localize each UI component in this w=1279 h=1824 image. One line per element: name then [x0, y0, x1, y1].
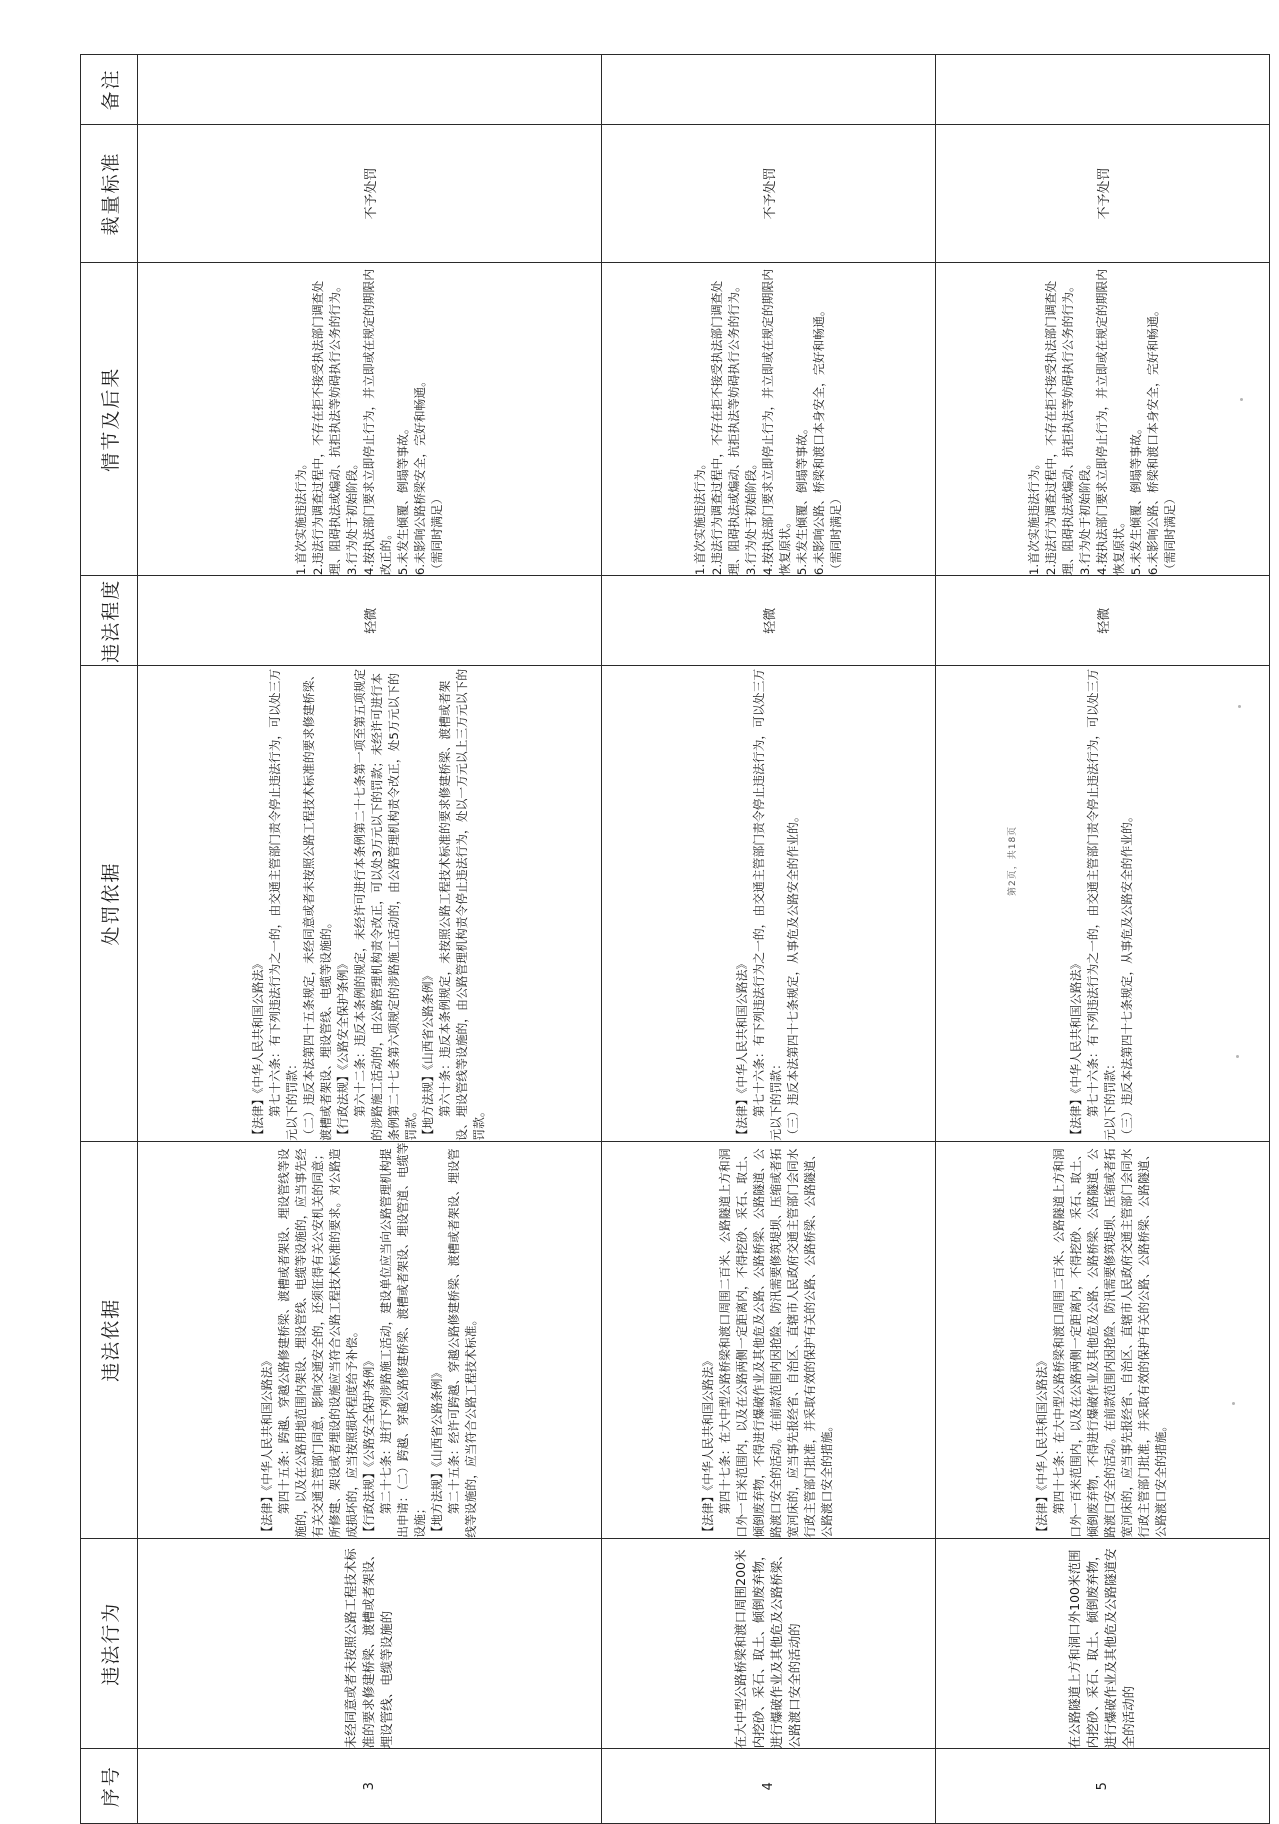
rotated-page	[80, 54, 1270, 1824]
plot-item: 3.行为处于初始阶段。	[1077, 457, 1092, 576]
plot-item: 1.首次实施违法行为。	[293, 457, 308, 576]
plot-note: （需同时满足）	[429, 492, 444, 576]
penalty-basis	[601, 666, 935, 1141]
penalty-law-item: （三）违反本法第四十七条规定，从事危及公路安全的作业的。	[786, 810, 801, 1141]
basis-law-text: 第四十七条：在大中型公路桥梁和渡口周围二百米、公路隧道上方和洞口外一百米范围内，以及在公路两侧一定距离内，不得挖砂、采石、取土、倾倒废弃物，不得进行爆破作业及其他危及公路、公路桥梁、公路隧道、公路渡口安全的活动。在前款范围内因抢险、防汛需要修筑堤坝、压缩或者拓宽河床的，应当事先报经省、自治区、直辖市人民政府交通主管部门会同水行政主管部门批准，并采取有效的保护有关的公路、公路桥梁、公路隧道、公路渡口安全的措施。	[1052, 1148, 1169, 1538]
plot-item: 6.未影响公路、桥梁和渡口本身安全，完好和畅通。	[1145, 304, 1160, 576]
violation-basis	[601, 1141, 935, 1538]
basis-local-text: 第二十五条：经许可跨越、穿越公路修建桥梁、渡槽或者架设、埋设管线等设施的，应当符合公路工程技术标准。	[446, 1148, 478, 1538]
plot-note: （需同时满足）	[1162, 492, 1177, 576]
scan-speck	[1236, 1055, 1239, 1058]
plot-item: 2.违法行为调查过程中，不存在拒不接受执法部门调查处理、阻碍执法或煽动、抗拒执法等妨碍执行公务的行为。	[1043, 280, 1075, 576]
table-row	[138, 55, 602, 1824]
plot-item: 4.按执法部门要求立即停止行为，并立即或在规定的期限内改正的。	[361, 268, 393, 576]
basis-law-text: 第四十五条：跨越、穿越公路修建桥梁、渡槽或者架设、埋设管线等设施的，以及在公路用地范围内架设、埋设管线、电缆等设施的，应当事先经有关交通主管部门同意，影响交通安全的，还须征得有关公安机关的同意；所修建、架设或者埋设的设施应当符合公路工程技术标准的要求。对公路造成损坏的，应当按照损坏程度给予补偿。	[276, 1148, 359, 1538]
penalty-law-item: （三）违反本法第四十七条规定，从事危及公路安全的作业的。	[1120, 810, 1135, 1141]
basis-regulation-title: 【行政法规】《公路安全保护条例》	[361, 1354, 376, 1538]
page-footer: 第2页，共18页	[1008, 825, 1018, 896]
penalty-law-text: 第七十六条：有下列违法行为之一的，由交通主管部门责令停止违法行为，可以处三万元以下的罚款：	[752, 668, 784, 1141]
scan-speck	[1238, 705, 1241, 708]
row-number: 5	[935, 1749, 1269, 1824]
violation-act: 在大中型公路桥梁和渡口周围200米内挖砂、采石、取土、倾倒废弃物，进行爆破作业及其他危及公路桥梁、公路渡口安全的活动的	[601, 1538, 935, 1749]
row-number: 4	[601, 1749, 935, 1824]
header-no: 序号	[81, 1749, 138, 1824]
header-degree: 违法程度	[81, 576, 138, 666]
plot-item: 2.违法行为调查过程中，不存在拒不接受执法部门调查处理、阻碍执法或煽动、抗拒执法等妨碍执行公务的行为。	[310, 280, 342, 576]
violation-basis	[138, 1141, 602, 1538]
discretion-standard: 不予处罚	[935, 124, 1269, 262]
penalty-regulation-title: 【行政法规】《公路安全保护条例》	[336, 957, 351, 1141]
plot-item: 5.未发生倾覆、倒塌等事故。	[395, 422, 410, 576]
basis-local-title: 【地方法规】《山西省公路条例》	[429, 1366, 444, 1538]
penalty-law-title: 【法律】《中华人民共和国公路法》	[251, 957, 266, 1141]
scan-speck	[1240, 398, 1243, 401]
plot-item: 1.首次实施违法行为。	[1026, 457, 1041, 576]
violation-act: 未经同意或者未按照公路工程技术标准的要求修建桥梁、渡槽或者架设、埋设管线、电缆等设施的	[138, 1538, 602, 1749]
plot-consequences	[935, 263, 1269, 576]
basis-law-title: 【法律】《中华人民共和国公路法》	[701, 1354, 716, 1538]
plot-item: 5.未发生倾覆、倒塌等事故。	[1128, 422, 1143, 576]
plot-item: 6.未影响公路、桥梁和渡口本身安全，完好和畅通。	[811, 304, 826, 576]
table-body	[138, 55, 1270, 1824]
plot-item: 3.行为处于初始阶段。	[344, 457, 359, 576]
remarks-cell	[601, 55, 935, 125]
basis-law-title: 【法律】《中华人民共和国公路法》	[259, 1354, 274, 1538]
header-remarks: 备注	[81, 55, 138, 125]
basis-law-text: 第四十七条：在大中型公路桥梁和渡口周围二百米、公路隧道上方和洞口外一百米范围内，以及在公路两侧一定距离内，不得挖砂、采石、取土、倾倒废弃物，不得进行爆破作业及其他危及公路、公路桥梁、公路隧道、公路渡口安全的活动。在前款范围内因抢险、防汛需要修筑堤坝、压缩或者拓宽河床的，应当事先报经省、自治区、直辖市人民政府交通主管部门会同水行政主管部门批准，并采取有效的保护有关的公路、公路桥梁、公路隧道、公路渡口安全的措施。	[718, 1148, 835, 1538]
plot-item: 4.按执法部门要求立即停止行为，并立即或在规定的期限内恢复原状。	[760, 268, 792, 576]
violation-degree: 轻微	[138, 576, 602, 666]
plot-item: 1.首次实施违法行为。	[692, 457, 707, 576]
penalty-law-title: 【法律】《中华人民共和国公路法》	[1069, 957, 1084, 1141]
penalty-basis	[935, 666, 1269, 1141]
header-plot: 情节及后果	[81, 263, 138, 576]
plot-item: 3.行为处于初始阶段。	[743, 457, 758, 576]
table-row	[601, 55, 935, 1824]
penalty-law-title: 【法律】《中华人民共和国公路法》	[735, 957, 750, 1141]
penalty-regulation-text: 第六十二条：违反本条例的规定，未经许可进行本条例第二十七条第一项至第五项规定的涉路施工活动的，由公路管理机构责令改正，可以处3万元以下的罚款；未经许可进行本条例第二十七条第六项规定的涉路施工活动的，由公路管理机构责令改正，处5万元以下的罚款。	[353, 668, 419, 1141]
plot-consequences	[601, 263, 935, 576]
plot-item: 5.未发生倾覆、倒塌等事故。	[794, 422, 809, 576]
penalty-law-text: 第七十六条：有下列违法行为之一的，由交通主管部门责令停止违法行为，可以处三万元以下的罚款：	[1086, 668, 1118, 1141]
plot-item: 6.未影响公路桥梁安全，完好和畅通。	[412, 375, 427, 576]
violation-basis	[935, 1141, 1269, 1538]
row-number: 3	[138, 1749, 602, 1824]
penalty-basis	[138, 666, 602, 1141]
violation-act: 在公路隧道上方和洞口外100米范围内挖砂、采石、取土、倾倒废弃物，进行爆破作业及其他危及公路隧道安全的活动的	[935, 1538, 1269, 1749]
remarks-cell	[138, 55, 602, 125]
penalty-law-item: （二）违反本法第四十五条规定，未经同意或者未按照公路工程技术标准的要求修建桥梁、渡槽或者架设、埋设管线、电缆等设施的。	[302, 668, 334, 1141]
header-penalty: 处罚依据	[81, 666, 138, 1141]
violation-degree: 轻微	[601, 576, 935, 666]
header-row	[81, 55, 138, 1824]
remarks-cell	[935, 55, 1269, 125]
penalty-local-text: 第六十条：违反本条例规定，未按照公路工程技术标准的要求修建桥梁、渡槽或者架设、埋设管线等设施的，由公路管理机构责令停止违法行为，处以一万元以上三万元以下的罚款。	[438, 668, 487, 1141]
violation-degree: 轻微	[935, 576, 1269, 666]
table-row	[935, 55, 1269, 1824]
basis-law-title: 【法律】《中华人民共和国公路法》	[1035, 1354, 1050, 1538]
plot-item: 4.按执法部门要求立即停止行为，并立即或在规定的期限内恢复原状。	[1094, 268, 1126, 576]
discretion-standard: 不予处罚	[138, 124, 602, 262]
plot-consequences	[138, 263, 602, 576]
header-standard: 裁量标准	[81, 124, 138, 262]
penalty-discretion-table	[80, 54, 1270, 1824]
plot-item: 2.违法行为调查过程中，不存在拒不接受执法部门调查处理、阻碍执法或煽动、抗拒执法等妨碍执行公务的行为。	[709, 280, 741, 576]
header-basis: 违法依据	[81, 1141, 138, 1538]
scan-speck	[1232, 1402, 1235, 1405]
plot-note: （需同时满足）	[828, 492, 843, 576]
header-act: 违法行为	[81, 1538, 138, 1749]
penalty-law-text: 第七十六条：有下列违法行为之一的，由交通主管部门责令停止违法行为，可以处三万元以下的罚款：	[268, 668, 300, 1141]
discretion-standard: 不予处罚	[601, 124, 935, 262]
basis-regulation-text: 第二十七条：进行下列涉路施工活动，建设单位应当向公路管理机构提出申请：（二）跨越、穿越公路修建桥梁、渡槽或者架设、埋设管道、电缆等设施；	[378, 1142, 427, 1538]
penalty-local-title: 【地方法规】《山西省公路条例》	[421, 969, 436, 1141]
